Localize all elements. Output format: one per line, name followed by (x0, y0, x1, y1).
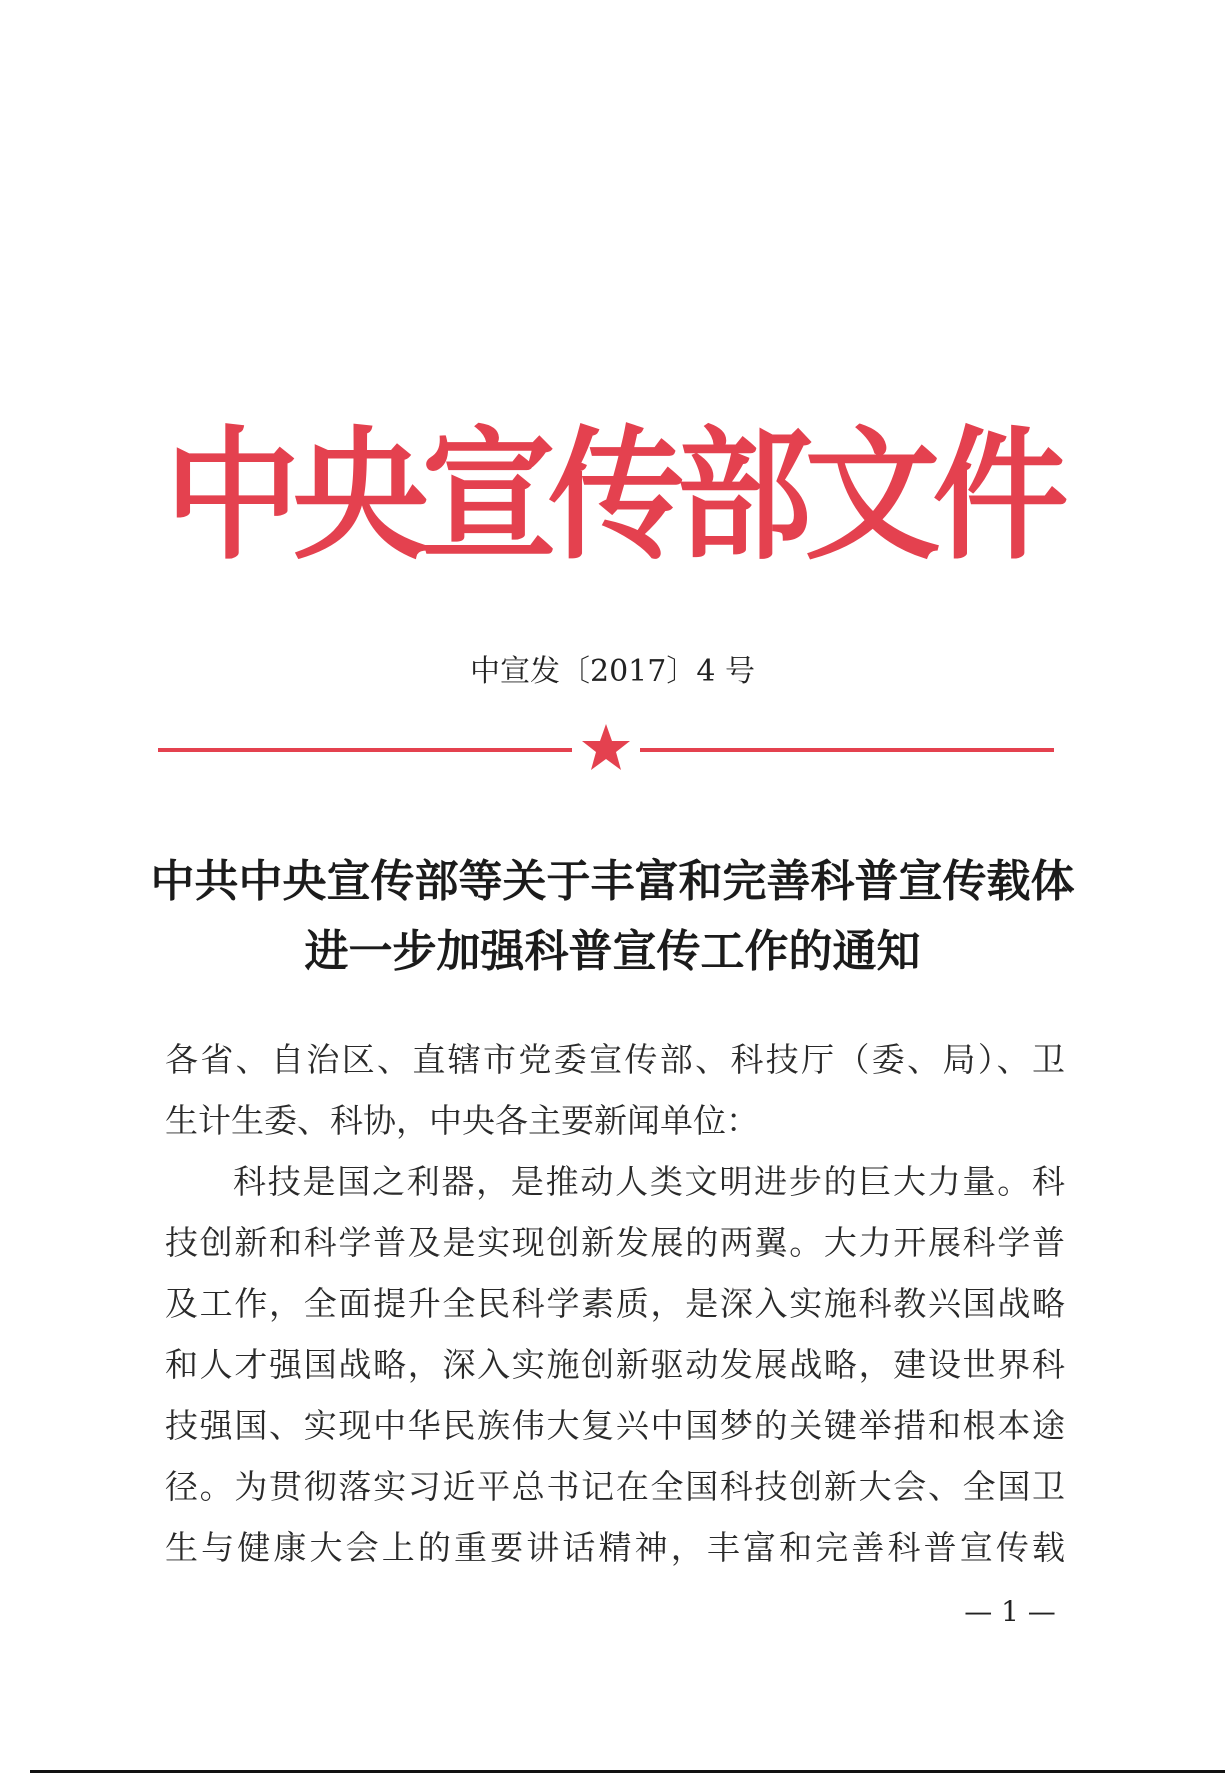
addressee-line-1: 各省、自治区、直辖市党委宣传部、科技厅（委、局）、卫 (165, 1040, 1065, 1079)
scan-edge-line (30, 1770, 1225, 1773)
red-divider-right (640, 748, 1054, 752)
document-title-line-1: 中共中央宣传部等关于丰富和完善科普宣传载体 (150, 856, 1075, 907)
page-number: — 1 — (964, 1595, 1056, 1628)
body-text-line: 和人才强国战略，深入实施创新驱动发展战略，建设世界科 (165, 1345, 1065, 1384)
body-text-line: 技强国、实现中华民族伟大复兴中国梦的关键举措和根本途 (165, 1406, 1065, 1445)
body-text-line: 科技是国之利器，是推动人类文明进步的巨大力量。科 (233, 1162, 1065, 1201)
red-divider-left (158, 748, 572, 752)
body-text-line: 及工作，全面提升全民科学素质，是深入实施科教兴国战略 (165, 1284, 1065, 1323)
document-title-line-2: 进一步加强科普宣传工作的通知 (304, 926, 921, 977)
body-text-line: 生与健康大会上的重要讲话精神，丰富和完善科普宣传载 (165, 1528, 1065, 1567)
addressee-line-2: 生计生委、科协，中央各主要新闻单位： (165, 1101, 759, 1140)
body-text-line: 技创新和科学普及是实现创新发展的两翼。大力开展科学普 (165, 1223, 1065, 1262)
masthead-title: 中央宣传部文件 (164, 414, 1061, 580)
document-number: 中宣发〔2017〕4 号 (470, 654, 755, 689)
star-icon (580, 722, 632, 774)
body-text-line: 径。为贯彻落实习近平总书记在全国科技创新大会、全国卫 (165, 1467, 1065, 1506)
